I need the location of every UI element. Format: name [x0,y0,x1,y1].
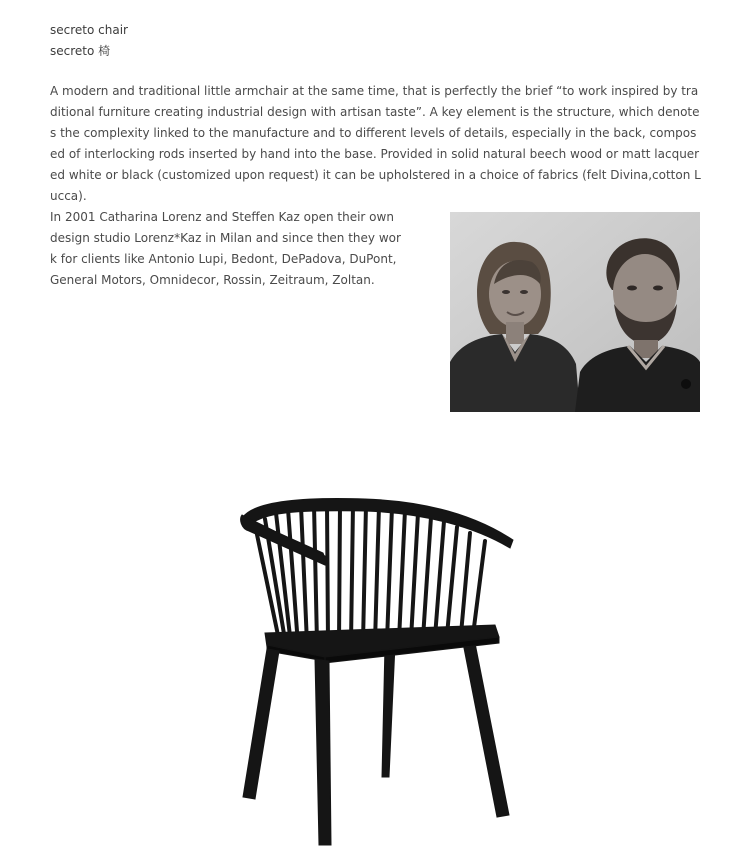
product-description: A modern and traditional little armchair at the same time, that is perfectly the brief “to work inspired by traditional furniture creating industrial design with artisan taste”. A key element is the structure, which denotes the complexity linked to the manufacture and to different levels of details, especially in the back, composed of interlocking rods inserted by hand into the base. Provided in solid natural beech wood or matt lacquered white or black (customized upon request) it can be upholstered in a choice of fabrics (felt Divina,cotton Lucca). [50,84,701,203]
designers-photo [450,212,700,412]
product-photo [225,485,525,860]
product-title-chinese: secreto 椅 [50,44,111,58]
designers-bio: In 2001 Catharina Lorenz and Steffen Kaz open their own design studio Lorenz*Kaz in Milan and since then they work for clients like Antonio Lupi, Bedont, DePadova, DuPont, General Motors, Omnidecor, Rossin, Zeitraum, Zoltan. [50,210,401,287]
designers-photo-icon [450,212,700,412]
product-title: secreto chair [50,23,128,37]
black-chair-icon [225,485,525,860]
